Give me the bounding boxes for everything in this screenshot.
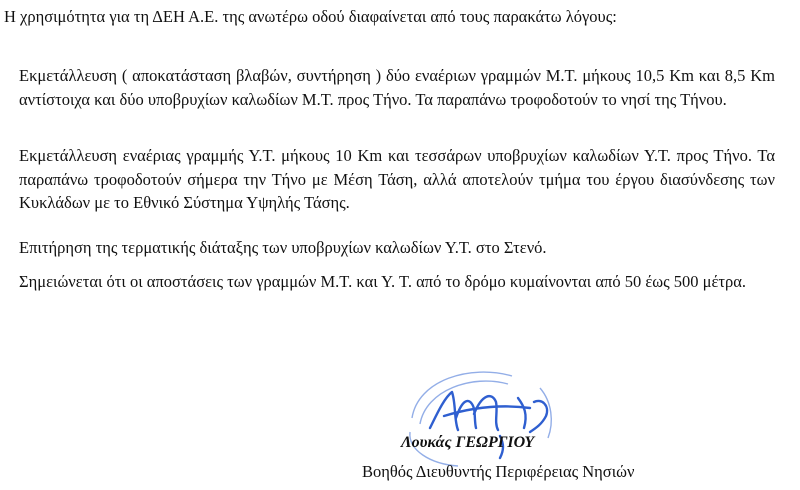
paragraph-distances-note: Σημειώνεται ότι οι αποστάσεις των γραμμών Μ.Τ. και Υ. Τ. από το δρόμο κυμαίνονται από 50 έως 500 μέτρα.: [19, 272, 747, 291]
paragraph-terminal-supervision: Επιτήρηση της τερματικής διάταξης των υποβρυχίων καλωδίων Υ.Τ. στο Στενό.: [19, 238, 547, 257]
paragraph-operation-mv-lines: Εκμετάλλευση ( αποκατάσταση βλαβών, συντήρηση ) δύο εναέριων γραμμών Μ.Τ. μήκους 10,5 Km και 8,5 Km αντίστοιχα και δύο υποβρυχίων καλωδίων Μ.Τ. προς Τήνο. Τα παραπάνω τροφοδοτούν το νησί της Τήνου.: [19, 66, 775, 109]
signer-title: Βοηθός Διευθυντής Περιφέρειας Νησιών: [362, 462, 635, 481]
paragraph-operation-hv-line: Εκμετάλλευση εναέριας γραμμής Υ.Τ. μήκους 10 Km και τεσσάρων υποβρυχίων καλωδίων Υ.Τ. προς Τήνο. Τα παραπάνω τροφοδοτούν σήμερα την Τήνο με Μέση Τάση, αλλά αποτελούν τμήμα του έργου διασύνδεσης των Κυκλάδων με το Εθνικό Σύστημα Υψηλής Τάσης.: [19, 146, 775, 212]
intro-text: Η χρησιμότητα για τη ΔΕΗ Α.Ε. της ανωτέρω οδού διαφαίνεται από τους παρακάτω λόγους:: [4, 7, 617, 26]
signer-name: Λουκάς ΓΕΩΡΓΙΟΥ: [401, 434, 535, 451]
handwritten-signature-icon: [400, 358, 570, 470]
